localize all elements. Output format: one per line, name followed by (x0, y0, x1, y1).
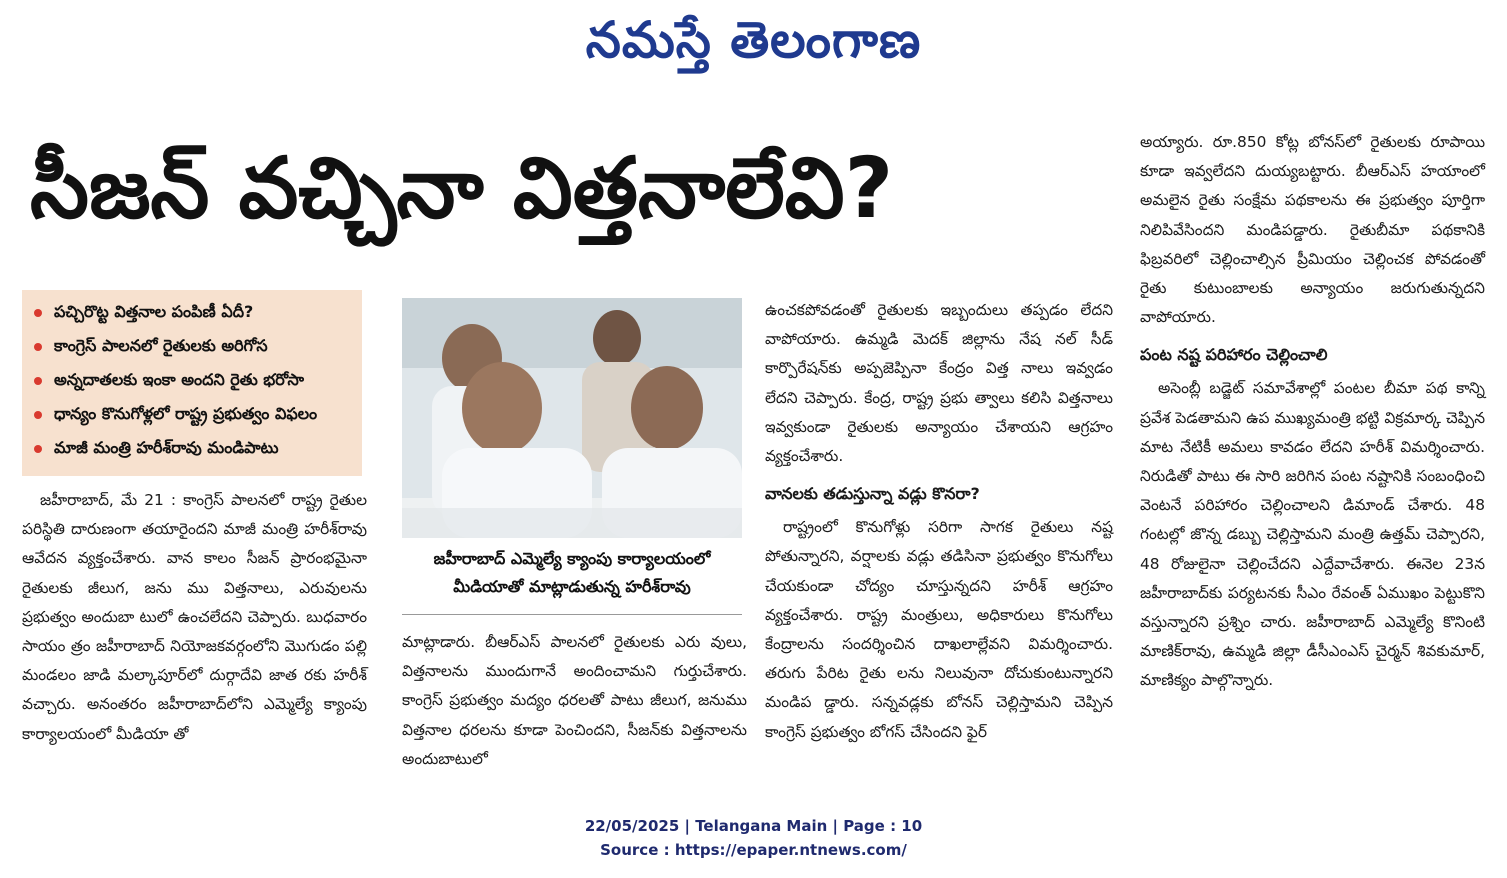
article-column-3 (765, 296, 1113, 747)
paragraph: అసెంబ్లీ బడ్జెట్ సమావేశాల్లో పంటల బీమా పథ కాన్ని ప్రవేశ పెడతామని ఉప ముఖ్యమంత్రి భట్టి విక్రమార్క చెప్పిన మాట నేటికీ అమలు కావడం లేదని హరీశ్ విమర్శించారు. నిరుడితో పాటు ఈ సారి జరిగిన పంట నష్టానికి సంబంధించి వెంటనే పరిహారం చెల్లించాలని డిమాండ్ చేశారు. 48 గంటల్లో జొన్న డబ్బు చెల్లిస్తామని మంత్రి ఉత్తమ్ చెప్పారని, 48 రోజులైనా చెల్లించేదని ఎద్దేవాచేశారు. ఈనెల 23న జహీరాబాద్‌కు పర్యటనకు సీఎం రేవంత్ ఏముఖం పెట్టుకొని వస్తున్నారని ప్రశ్నిం చారు. జహీరాబాద్ ఎమ్మెల్యే కొనింటి మాణిక్‌రావు, ఉమ్మడి జిల్లా డీసీఎంఎస్ చైర్మన్ శివకుమార్, మాణిక్యం పాల్గొన్నారు. (1140, 379, 1485, 690)
article-column-2 (402, 628, 747, 774)
page-footer (0, 814, 1507, 862)
paragraph: మాట్లాడారు. బీఆర్ఎస్ పాలనలో రైతులకు ఎరు వులు, విత్తనాలను ముందుగానే అందించామని గుర్తుచేశారు. కాంగ్రెస్ ప్రభుత్వం మద్యం ధరలతో పాటు జీలుగ, జనుము విత్తనాల ధరలను కూడా పెంచిందని, సీజన్‌కు విత్తనాలను అందుబాటులో (402, 633, 747, 768)
bullet-dot-icon (34, 343, 42, 351)
highlights-box (22, 290, 362, 476)
article-column-4 (1140, 128, 1485, 696)
bullet-dot-icon (34, 445, 42, 453)
highlight-text: ధాన్యం కొనుగోళ్లలో రాష్ట్ర ప్రభుత్వం విఫలం (54, 403, 318, 423)
highlight-text: పచ్చిరొట్ట విత్తనాల పంపిణీ ఏదీ? (54, 301, 254, 321)
highlight-text: అన్నదాతలకు ఇంకా అందని రైతు భరోసా (54, 369, 305, 389)
paragraph: ఉంచకపోవడంతో రైతులకు ఇబ్బందులు తప్పడం లేదని వాపోయారు. ఉమ్మడి మెదక్ జిల్లాను నేష నల్ సీడ్ కార్పొరేషన్‌కు అప్పజెప్పినా కేంద్రం విత్త నాలు ఇవ్వడం లేదని చెప్పారు. కేంద్ర, రాష్ట్ర ప్రభు త్వాలు కలిసి విత్తనాలు ఇవ్వకుండా రైతులకు అన్యాయం చేశాయని ఆగ్రహం వ్యక్తంచేశారు. (765, 301, 1113, 466)
bullet-dot-icon (34, 377, 42, 385)
bullet-dot-icon (34, 411, 42, 419)
caption-divider (402, 614, 742, 615)
section-subheading: పంట నష్ట పరిహారం చెల్లించాలి (1140, 345, 1328, 365)
footer-source: Source : https://epaper.ntnews.com/ (600, 841, 907, 859)
footer-date-page: 22/05/2025 | Telangana Main | Page : 10 (584, 817, 923, 835)
bullet-dot-icon (34, 309, 42, 317)
highlight-text: కాంగ్రెస్ పాలనలో రైతులకు అరిగోస (54, 335, 268, 355)
section-subheading: వానలకు తడుస్తున్నా వడ్లు కొనరా? (765, 484, 980, 504)
article-column-1 (22, 486, 367, 749)
press-meet-photo-illustration (402, 298, 742, 538)
paragraph: అయ్యారు. రూ.850 కోట్ల బోనస్‌లో రైతులకు రూపాయి కూడా ఇవ్వలేదని దుయ్యబట్టారు. బీఆర్ఎస్ హయాంలో అమలైన రైతు సంక్షేమ పథకాలను ఈ ప్రభుత్వం పూర్తిగా నిలిపివేసిందని మండిపడ్డారు. రైతుబీమా పథకానికి ఫిబ్రవరిలో చెల్లించాల్సిన ప్రీమియం చెల్లించక పోవడంతో రైతు కుటుంబాలకు అన్యాయం జరుగుతున్నదని వాపోయారు. (1140, 133, 1485, 327)
article-headline: సీజన్ వచ్చినా విత్తనాలేవి? (30, 139, 894, 237)
highlight-text: మాజీ మంత్రి హరీశ్‌రావు మండిపాటు (54, 437, 279, 457)
paragraph: జహీరాబాద్, మే 21 : కాంగ్రెస్ పాలనలో రాష్ట్ర రైతుల పరిస్థితి దారుణంగా తయారైందని మాజీ మంత్రి హరీశ్‌రావు ఆవేదన వ్యక్తంచేశారు. వాన కాలం సీజన్ ప్రారంభమైనా రైతులకు జీలుగ, జను ము విత్తనాలు, ఎరువులను ప్రభుత్వం అందుబా టులో ఉంచలేదని చెప్పారు. బుధవారం సాయం త్రం జహీరాబాద్ నియోజకవర్గంలోని మొగుడం పల్లి మండలం జాడి మల్కాపూర్‌లో దుర్గాదేవి జాత రకు హరీశ్ వచ్చారు. అనంతరం జహీరాబాద్‌లోని ఎమ్మెల్యే క్యాంపు కార్యాలయంలో మీడియా తో (22, 491, 367, 743)
highlight-item (22, 330, 362, 364)
photo-caption: జహీరాబాద్ ఎమ్మెల్యే క్యాంపు కార్యాలయంలో మీడియాతో మాట్లాడుతున్న హరీశ్‌రావు (433, 549, 711, 596)
highlight-item (22, 296, 362, 330)
article-photo (402, 298, 742, 538)
highlight-item (22, 398, 362, 432)
highlight-item (22, 364, 362, 398)
paragraph: రాష్ట్రంలో కొనుగోళ్లు సరిగా సాగక రైతులు నష్ట పోతున్నారని, వర్షాలకు వడ్లు తడిసినా ప్రభుత్వం కొనుగోలు చేయకుండా చోద్యం చూస్తున్నదని హరీశ్ ఆగ్రహం వ్యక్తంచేశారు. రాష్ట్ర మంత్రులు, అధికారులు కొనుగోలు కేంద్రాలను సందర్శించిన దాఖలాల్లేవని విమర్శించారు. తరుగు పేరిట రైతు లను నిలువునా దోచుకుంటున్నారని మండిప డ్డారు. సన్నవడ్లకు బోనస్ చెల్లిస్తామని చెప్పిన కాంగ్రెస్ ప్రభుత్వం బోగస్ చేసిందని ఫైర్ (765, 518, 1113, 741)
highlight-item (22, 432, 362, 466)
masthead-logo: నమస్తే తెలంగాణ (585, 11, 922, 69)
